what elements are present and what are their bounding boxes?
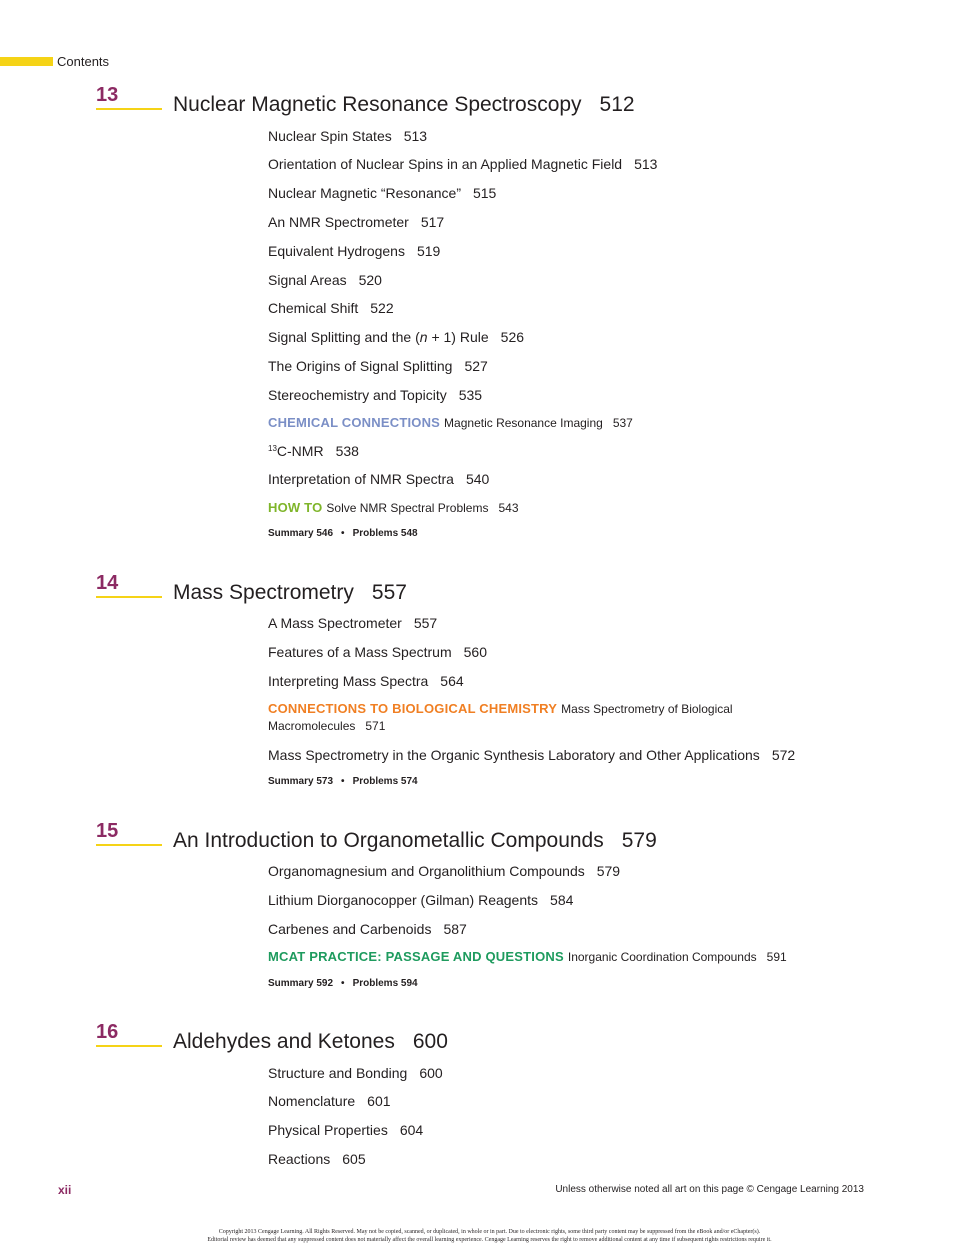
chapter-rule — [96, 1045, 162, 1047]
chapter-title[interactable]: An Introduction to Organometallic Compounds 579 — [173, 829, 657, 852]
chapter-title[interactable]: Aldehydes and Ketones 600 — [173, 1030, 448, 1053]
feature-bio-connections-cont[interactable]: Macromolecules 571 — [268, 719, 386, 733]
feature-chemical-connections[interactable]: CHEMICAL CONNECTIONS Magnetic Resonance Imaging 537 — [268, 415, 633, 430]
page-folio: xii — [58, 1183, 72, 1197]
running-header: Contents — [57, 54, 110, 69]
art-credit: Unless otherwise noted all art on this page © Cengage Learning 2013 — [555, 1184, 864, 1195]
chapter-number: 16 — [96, 1021, 119, 1043]
feature-how-to[interactable]: HOW TO Solve NMR Spectral Problems 543 — [268, 500, 519, 515]
chapter-rule — [96, 596, 162, 598]
chapter-number: 13 — [96, 84, 119, 106]
copyright-line-1: Copyright 2013 Cengage Learning. All Rights Reserved. May not be copied, scanned, or duplicated, in whole or in part. Due to electronic rights, some third party content may be suppressed from the eBook and/or eChapter(s). — [218, 1229, 761, 1235]
header-accent-bar — [0, 57, 53, 66]
feature-bio-connections[interactable]: CONNECTIONS TO BIOLOGICAL CHEMISTRY Mass Spectrometry of Biological — [268, 701, 733, 716]
chapter-number: 14 — [96, 572, 119, 594]
chapter-page: 557 — [371, 581, 407, 604]
summary-line-13[interactable]: Summary 546 • Problems 548 — [268, 528, 418, 539]
chapter-page: 600 — [412, 1030, 448, 1053]
chapter-page: 579 — [621, 829, 657, 852]
chapter-title[interactable]: Nuclear Magnetic Resonance Spectroscopy 512 — [173, 93, 635, 116]
copyright-notice — [60, 1228, 919, 1244]
chapter-number: 15 — [96, 820, 119, 842]
chapter-page: 512 — [599, 93, 635, 116]
toc-page: Contents 13 Nuclear Magnetic Resonance Spectroscopy 512 Nuclear Spin States 513 Orientation of Nuclear Spins in an Applied Magnetic Field 513 Nuclear Magnetic “Resonance” 515 An NMR Spectrometer 517 Equivalent Hydrogens 519 Signal Areas 520 Chemical Shift 522 Signal Splitting and the (n + 1) Rule 526 The Origins of Signal Splitting 527 Stereochemistry and Topicity 535 CHEMICAL CONNECTIONS Magnetic Resonance Imaging 537 $^{13}$C-NMR 538 Interpretation of NMR Spectra 540 HOW TO Solve NMR Spectral Problems 543 Summary 546 • Problems 548 14 Mass Spectrometry 557 A Mass Spectrometer 557 Features of a Mass Spectrum 560 Interpreting Mass Spectra 564 CONNECTIONS TO BIOLOGICAL CHEMISTRY Mass Spectrometry of Biological Macromolecules 571 Mass Spectrometry in the Organic Synthesis Laboratory and Other Applications 572 Summary 573 • Problems 574 15 An Introduction to Organometallic Compounds 579 Organomagnesium and Organolithium Compounds 579 Lithium Diorganocopper (Gilman) Reagents 584 Carbenes and Carbenoids 587 MCAT PRACTICE: PASSAGE AND QUESTIONS Inorganic Coordination Compounds 591 Summary 592 • Problems 594 16 Aldehydes and Ketones 600 Structure and Bonding 600 Nomenclature 601 Physical Properties 604 Reactions 605 xii Unless otherwise noted all art on this page © Cengage Learning 2013 Copyright 2013 Cengage Learning. All Rights Reserved. May not be copied, scanned, or duplicated, in whole or in part. Due to electronic rights, some third party content may be suppressed from the eBook and/or eChapter(s). Editorial review has deemed that any suppressed content does not materially affect the overall learning experience. Cengage Learning reserves the right to remove additional content at any time if subsequent rights restrictions require it. — [0, 0, 979, 1252]
chapter-rule — [96, 108, 162, 110]
summary-line-14[interactable]: Summary 573 • Problems 574 — [268, 776, 418, 787]
summary-line-15[interactable]: Summary 592 • Problems 594 — [268, 978, 418, 989]
copyright-line-2: Editorial review has deemed that any suppressed content does not materially affect the overall learning experience. Cengage Learning reserves the right to remove additional content at any time if subsequent rights restrictions require it. — [207, 1237, 772, 1243]
feature-mcat-practice[interactable]: MCAT PRACTICE: PASSAGE AND QUESTIONS Inorganic Coordination Compounds 591 — [268, 949, 787, 964]
chapter-rule — [96, 844, 162, 846]
chapter-title[interactable]: Mass Spectrometry 557 — [173, 581, 407, 604]
